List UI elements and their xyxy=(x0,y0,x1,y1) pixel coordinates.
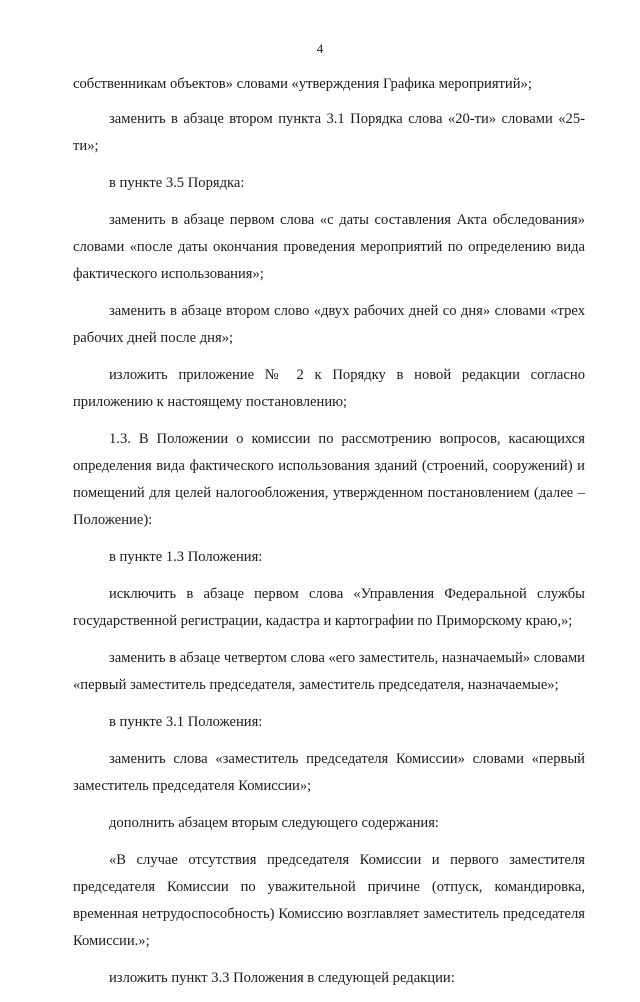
paragraph-14: «В случае отсутствия председателя Комиссии и первого заместителя председателя Комиссии по уважительной причине (отпуск, командировка, временная нетрудоспособность) Комиссию возглавляет заместитель председателя Комиссии.»; xyxy=(73,852,585,949)
page-number: 4 xyxy=(316,41,324,56)
paragraph-1: собственникам объектов» словами «утверждения Графика мероприятий»; xyxy=(73,76,532,92)
paragraph-6: изложить приложение № 2 к Порядку в новой редакции согласно приложению к настоящему постановлению; xyxy=(73,367,585,410)
document-body xyxy=(73,71,585,1002)
paragraph-2: заменить в абзаце втором пункта 3.1 Порядка слова «20-ти» словами «25-ти»; xyxy=(73,111,585,154)
paragraph-7: 1.3. В Положении о комиссии по рассмотрению вопросов, касающихся определения вида фактического использования зданий (строений, сооружений) и помещений для целей налогообложения, утвержденном постановлением (далее – Положение): xyxy=(73,431,585,528)
paragraph-15: изложить пункт 3.3 Положения в следующей редакции: xyxy=(109,970,455,986)
paragraph-9: исключить в абзаце первом слова «Управления Федеральной службы государственной регистрации, кадастра и картографии по Приморскому краю,»; xyxy=(73,586,585,629)
paragraph-11: в пункте 3.1 Положения: xyxy=(109,714,263,730)
paragraph-13: дополнить абзацем вторым следующего содержания: xyxy=(109,815,439,831)
paragraph-8: в пункте 1.3 Положения: xyxy=(109,549,263,565)
paragraph-12: заменить слова «заместитель председателя Комиссии» словами «первый заместитель председателя Комиссии»; xyxy=(73,751,585,794)
paragraph-4: заменить в абзаце первом слова «с даты составления Акта обследования» словами «после даты окончания проведения мероприятий по определению вида фактического использования»; xyxy=(73,212,585,282)
paragraph-10: заменить в абзаце четвертом слова «его заместитель, назначаемый» словами «первый заместитель председателя, заместитель председателя, назначаемые»; xyxy=(73,650,585,693)
paragraph-5: заменить в абзаце втором слово «двух рабочих дней со дня» словами «трех рабочих дней после дня»; xyxy=(73,303,585,346)
paragraph-3: в пункте 3.5 Порядка: xyxy=(109,175,245,191)
